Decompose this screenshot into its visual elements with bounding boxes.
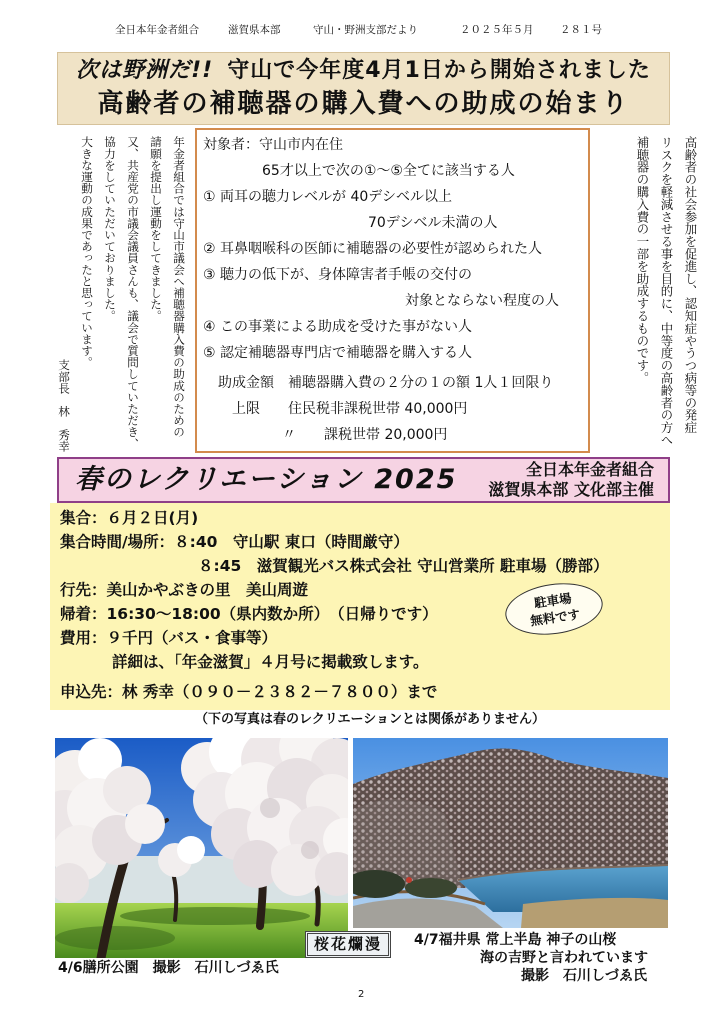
parking-note-line: 無料です [529,606,581,629]
article-column: リスクを軽減させる事を目的に、中等度の高齢者の方へ [659,136,674,446]
page-number: 2 [358,989,365,1000]
eligibility-line: ④ この事業による助成を受けた事がない人 [203,319,472,335]
right-photo-credit: 撮影 石川しづゑ氏 [521,968,647,984]
headline-box [57,52,670,125]
organizer-line: 滋賀県本部 文化部主催 [488,480,654,499]
headline-subtitle: 守山で今年度4月1日から開始されました [227,58,651,83]
foreground-trees [405,878,457,898]
dry-grass [521,898,668,928]
headline-lead: 次は野洲だ!! [76,58,214,83]
right-vertical-article [606,136,702,452]
article-column: 補聴器の購入費の一部を助成するものです。 [635,136,650,384]
subsidy-amount-line: 助成金額 補聴器購入費の２分の１の額 1人１回限り [218,375,554,391]
newsletter-header [0,22,724,38]
subsidy-limit-line: 〃 課税世帯 20,000円 [282,427,448,443]
eligibility-line: 対象とならない程度の人 [405,293,559,309]
header-org: 全日本年金者組合 [115,24,199,36]
detail-contact: 申込先：林 秀幸（０９０－２３８２－７８００）まで [60,683,438,701]
detail-cost: 費用：９千円（バス・食事等） [60,629,278,647]
cherry-blossom-badge: 桜花爛漫 [305,931,391,958]
recreation-organizer [488,460,654,500]
eligibility-line: 65才以上で次の①～⑤全てに該当する人 [262,163,515,179]
eligibility-line: ③ 聴力の低下が、身体障害者手帳の交付の [203,267,472,283]
recreation-title: 春のレクリエーション 2025 [75,464,458,495]
photo-mountain-cherry [353,738,668,928]
signpost [406,877,412,883]
right-photo-caption: 海の吉野と言われています [480,950,648,966]
header-newsletter-name: 守山・野洲支部だより [313,24,418,36]
headline-title: 高齢者の補聴器の購入費への助成の始まり [97,89,630,119]
article-column: 又、共産党の市議会議員さんも、議会で質問していただき、 [126,136,140,450]
parking-note-line: 駐車場 [533,590,573,611]
header-date: ２０２５年５月 [460,24,534,36]
headline-line1 [58,57,669,85]
photo-disclaimer: （下の写真は春のレクリエーションとは関係がありません） [195,712,545,727]
eligibility-line: ① 両耳の聴力レベルが 40デシベル以上 [203,189,452,205]
eligibility-line: ② 耳鼻咽喉科の医師に補聴器の必要性が認められた人 [203,241,542,257]
detail-return: 帰着：16:30～18:00（県内数か所） （日帰りです） [60,605,438,623]
detail-destination: 行先：美山かやぶきの里 美山周遊 [60,581,309,599]
article-column: 請願を提出し運動をしてきました。 [149,136,163,322]
article-column: 大きな運動の成果であったと思っています。 [80,136,94,368]
tree-shadow [55,926,175,950]
eligibility-line: ⑤ 認定補聴器専門店で補聴器を購入する人 [203,345,472,361]
article-column: 協力をしていただいておりました。 [103,136,117,322]
header-branch: 滋賀県本部 [228,24,281,36]
tree-shadow [120,907,310,925]
article-column: 高齢者の社会参加を促進し、認知症やうつ病等の発症 [683,136,698,434]
photo-cherry-park [55,738,348,958]
left-photo-caption: 4/6膳所公園 撮影 石川しづゑ氏 [58,960,279,976]
detail-meeting-date: 集合：６月２日(月) [60,509,199,527]
article-signature: 支部長 林 秀幸 [57,359,71,452]
right-photo-caption: 4/7福井県 常上半島 神子の山桜 [414,932,617,948]
left-vertical-article [52,136,190,452]
detail-more-info: 詳細は、「年金滋賀」４月号に掲載致します。 [112,653,429,671]
recreation-banner [57,457,670,503]
article-column: 年金者組合では守山市議会へ補聴器購入費の助成のための [172,136,186,438]
detail-meeting-time-place-2: ８:45 滋賀観光バス株式会社 守山営業所 駐車場（勝部） [198,557,609,575]
subsidy-limit-line: 上限 住民税非課税世帯 40,000円 [232,401,468,417]
eligibility-line: 対象者：守山市内在住 [203,137,343,153]
eligibility-line: 70デシベル未満の人 [368,215,498,231]
eligibility-box [195,128,590,453]
header-issue-number: ２８１号 [560,24,602,36]
organizer-line: 全日本年金者組合 [525,460,654,479]
detail-meeting-time-place: 集合時間/場所：８:40 守山駅 東口（時間厳守） [60,533,409,551]
